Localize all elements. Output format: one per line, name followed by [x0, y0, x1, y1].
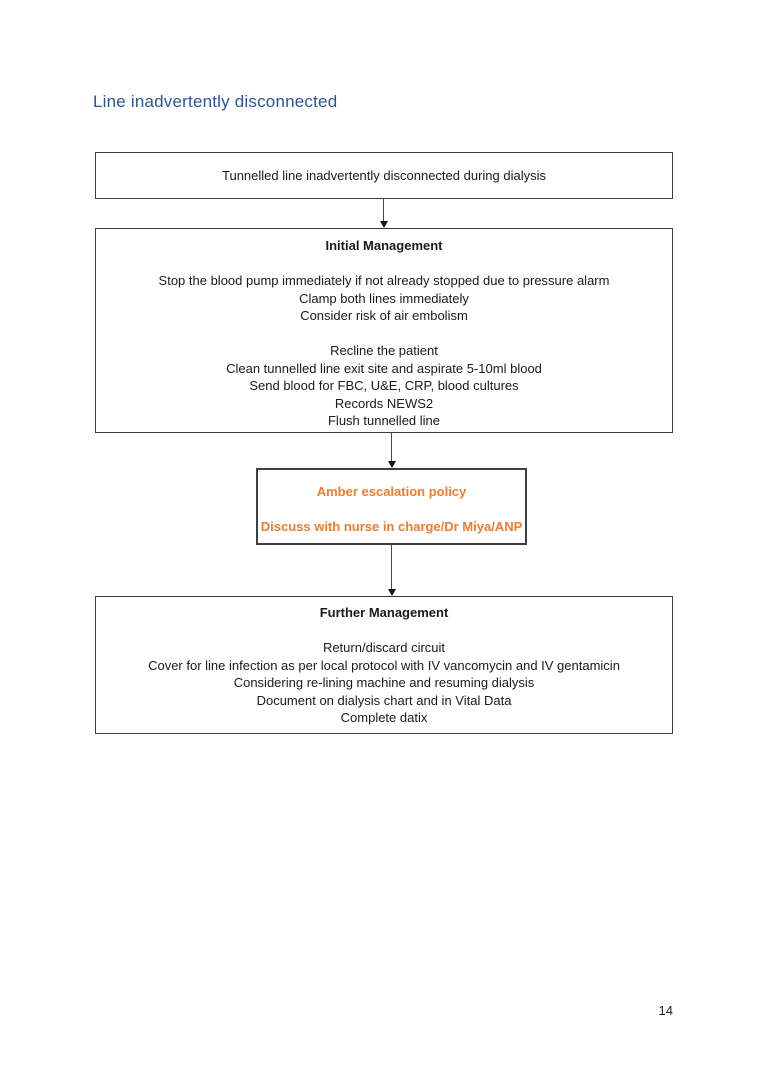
blank-line: [258, 501, 525, 519]
arrow-head-icon: [388, 589, 396, 596]
initial-management-step: Flush tunnelled line: [327, 413, 441, 428]
initial-management-heading: Initial Management: [325, 238, 443, 253]
arrow-line: [383, 199, 384, 221]
arrow-line: [391, 433, 392, 461]
further-management-step: Considering re-lining machine and resuming dialysis: [233, 675, 535, 690]
page-number: 14: [658, 1003, 673, 1018]
initial-management-box: [95, 228, 673, 433]
blank-line: [96, 255, 672, 273]
further-management-step: Complete datix: [340, 710, 428, 725]
initial-management-step: Records NEWS2: [334, 395, 434, 411]
flow-arrow-down-2: [387, 433, 396, 468]
flow-start-text: Tunnelled line inadvertently disconnected during dialysis: [222, 167, 546, 183]
amber-escalation-heading: Amber escalation policy: [316, 484, 467, 499]
further-management-step: Return/discard circuit: [322, 640, 446, 655]
further-management-step: Document on dialysis chart and in Vital Data: [256, 692, 512, 708]
initial-management-step: Clamp both lines immediately: [299, 290, 469, 306]
further-management-box: [95, 596, 673, 734]
flow-arrow-down-3: [387, 545, 396, 596]
blank-line: [96, 325, 672, 343]
initial-management-step: Recline the patient: [330, 343, 438, 358]
flow-start-box: [95, 152, 673, 199]
amber-escalation-box: [256, 468, 527, 545]
arrow-head-icon: [388, 461, 396, 468]
further-management-step: Cover for line infection as per local protocol with IV vancomycin and IV gentamicin: [148, 657, 620, 673]
initial-management-step: Stop the blood pump immediately if not already stopped due to pressure alarm: [158, 273, 610, 288]
page-title: Line inadvertently disconnected: [93, 92, 338, 111]
arrow-head-icon: [380, 221, 388, 228]
amber-escalation-text: Discuss with nurse in charge/Dr Miya/ANP: [260, 519, 523, 534]
blank-line: [96, 622, 672, 640]
arrow-line: [391, 545, 392, 589]
initial-management-step: Consider risk of air embolism: [300, 308, 468, 323]
further-management-heading: Further Management: [319, 605, 449, 620]
initial-management-step: Send blood for FBC, U&E, CRP, blood cultures: [249, 378, 519, 393]
initial-management-step: Clean tunnelled line exit site and aspirate 5-10ml blood: [226, 360, 542, 376]
flow-arrow-down-1: [379, 199, 388, 228]
